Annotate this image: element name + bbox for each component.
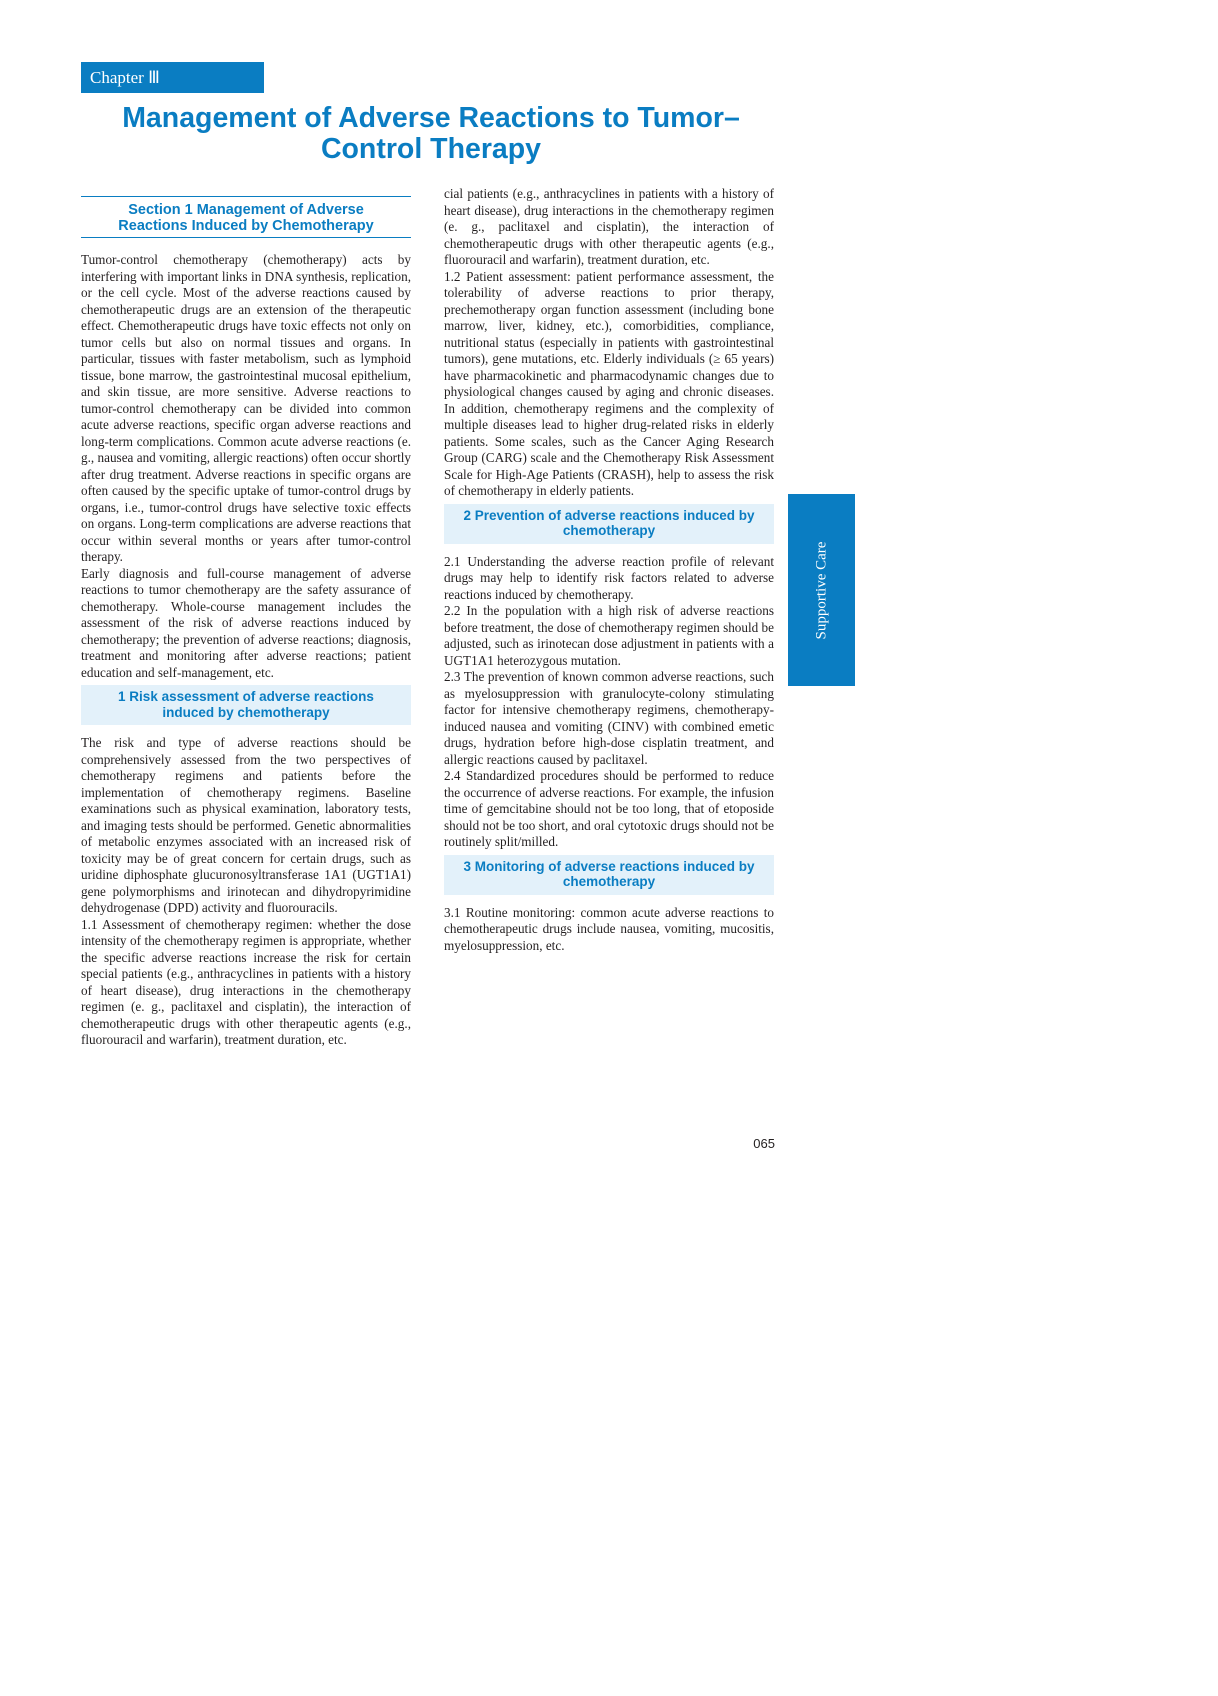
subsection-heading-line-1: 3 Monitoring of adverse reactions induced by [463, 858, 755, 874]
left-column [81, 186, 411, 1047]
monitoring-paragraph-3-1: 3.1 Routine monitoring: common acute adverse reactions to chemotherapeutic drugs include nausea, vomiting, mucositis, myelosuppression, etc. [444, 904, 774, 953]
prevention-paragraph-2-3: 2.3 The prevention of known common adverse reactions, such as myelosuppression with granulocyte-colony stimulating factor for intensive chemotherapy regimens, chemotherapy-induced nausea and vomiting (CINV) with combined emetic drugs, hydration before high-dose cisplatin treatment, and allergic reactions caused by paclitaxel. [444, 669, 774, 767]
patient-assessment-paragraph: 1.2 Patient assessment: patient performance assessment, the tolerability of adverse reactions to prior therapy, prechemotherapy organ function assessment (including bone marrow, liver, kidney, etc.), comorbidities, compliance, nutritional status (especially in patients with gastrointestinal tumors), gene mutations, etc. Elderly individuals (≥ 65 years) have pharmacokinetic and pharmacodynamic changes due to physiological changes caused by aging and chronic diseases. In addition, chemotherapy regimens and the complexity of multiple diseases lead to higher drug-related risks in elderly patients. Some scales, such as the Cancer Aging Research Group (CARG) scale and the Chemotherapy Risk Assessment Scale for High-Age Patients (CRASH), help to assess the risk of chemotherapy in elderly patients. [444, 268, 774, 498]
subsection-heading-line-2: chemotherapy [562, 874, 656, 889]
page-number: 065 [753, 1136, 775, 1151]
section-intro-paragraph: Tumor-control chemotherapy (chemotherapy) acts by interfering with important links in DNA synthesis, replication, or the cell cycle. Most of the adverse reactions caused by chemotherapeutic drugs are an extension of the therapeutic effect. Chemotherapeutic drugs have toxic effects not only on tumor cells but also on normal tissues and organs. In particular, tissues with faster metabolism, such as lymphoid tissue, bone marrow, the gastrointestinal mucosal epithelium, and skin tissue, are more sensitive. Adverse reactions to tumor-control chemotherapy can be divided into common acute adverse reactions, specific organ adverse reactions and long-term complications. Common acute adverse reactions (e. g., nausea and vomiting, allergic reactions) often occur shortly after drug treatment. Adverse reactions in specific organs are often caused by the specific uptake of tumor-control drugs by organs, i.e., tumor-control drugs have selective toxic effects on organs. Long-term complications are adverse reactions that occur within several months or years after tumor-control therapy. [81, 252, 411, 564]
subsection-heading-prevention [444, 504, 774, 544]
subsection-heading-monitoring [444, 855, 774, 895]
subsection-heading-line-1: 2 Prevention of adverse reactions induced by [463, 507, 755, 523]
subsection-heading-risk-assessment [81, 685, 411, 725]
regimen-assessment-continued: cial patients (e.g., anthracyclines in patients with a history of heart disease), drug interactions in the chemotherapy regimen (e. g., paclitaxel and cisplatin), the interaction of chemotherapeutic drugs with other therapeutic agents (e.g., fluorouracil and warfarin), treatment duration, etc. [444, 186, 774, 267]
side-tab [788, 494, 855, 686]
right-column [444, 186, 774, 954]
regimen-assessment-paragraph: 1.1 Assessment of chemotherapy regimen: whether the dose intensity of the chemotherapy regimen is appropriate, whether the specific adverse reactions increase the risk for certain special patients (e.g., anthracyclines in patients with a history of heart disease), drug interactions in the chemotherapy regimen (e. g., paclitaxel and cisplatin), the interaction of chemotherapeutic drugs with other therapeutic agents (e.g., fluorouracil and warfarin), treatment duration, etc. [81, 916, 411, 1047]
page-title-line-1: Management of Adverse Reactions to Tumor– [122, 102, 740, 134]
section-heading-line-1: Section 1 Management of Adverse [128, 202, 364, 218]
prevention-paragraph-2-4: 2.4 Standardized procedures should be performed to reduce the occurrence of adverse reactions. For example, the infusion time of gemcitabine should not be too long, that of etoposide should not be too short, and oral cytotoxic drugs should not be routinely split/milled. [444, 768, 774, 849]
side-tab-label: Supportive Care [813, 541, 829, 639]
prevention-paragraph-2-2: 2.2 In the population with a high risk of adverse reactions before treatment, the dose of chemotherapy regimen should be adjusted, such as irinotecan dose adjustment in patients with a UGT1A1 heterozygous mutation. [444, 603, 774, 668]
section-management-paragraph: Early diagnosis and full-course management of adverse reactions to tumor chemotherapy are the safety assurance of chemotherapy. Whole-course management includes the assessment of the risk of adverse reactions induced by chemotherapy; the prevention of adverse reactions; diagnosis, treatment and monitoring after adverse reactions; patient education and self-management, etc. [81, 565, 411, 680]
risk-assessment-paragraph: The risk and type of adverse reactions should be comprehensively assessed from the two perspectives of chemotherapy regimens and patients before the implementation of chemotherapy regimens. Baseline examinations such as physical examination, laboratory tests, and imaging tests should be performed. Genetic abnormalities of metabolic enzymes associated with an increased risk of toxicity may be of great concern for certain drugs, such as uridine diphosphate glucuronosyltransferase 1A1 (UGT1A1) gene polymorphisms and irinotecan and dihydropyrimidine dehydrogenase (DPD) activity and fluorouracils. [81, 735, 411, 915]
page-title-line-2: Control Therapy [320, 133, 542, 165]
chapter-label: Chapter Ⅲ [81, 62, 264, 93]
subsection-heading-line-2: induced by chemotherapy [162, 704, 330, 720]
section-heading-line-2: Reactions Induced by Chemotherapy [118, 218, 374, 234]
subsection-heading-line-2: chemotherapy [562, 523, 656, 538]
prevention-paragraph-2-1: 2.1 Understanding the adverse reaction profile of relevant drugs may help to identify risk factors related to adverse reactions induced by chemotherapy. [444, 553, 774, 602]
subsection-heading-line-1: 1 Risk assessment of adverse reactions [118, 689, 374, 704]
section-heading [81, 196, 411, 238]
page-title [81, 103, 781, 165]
